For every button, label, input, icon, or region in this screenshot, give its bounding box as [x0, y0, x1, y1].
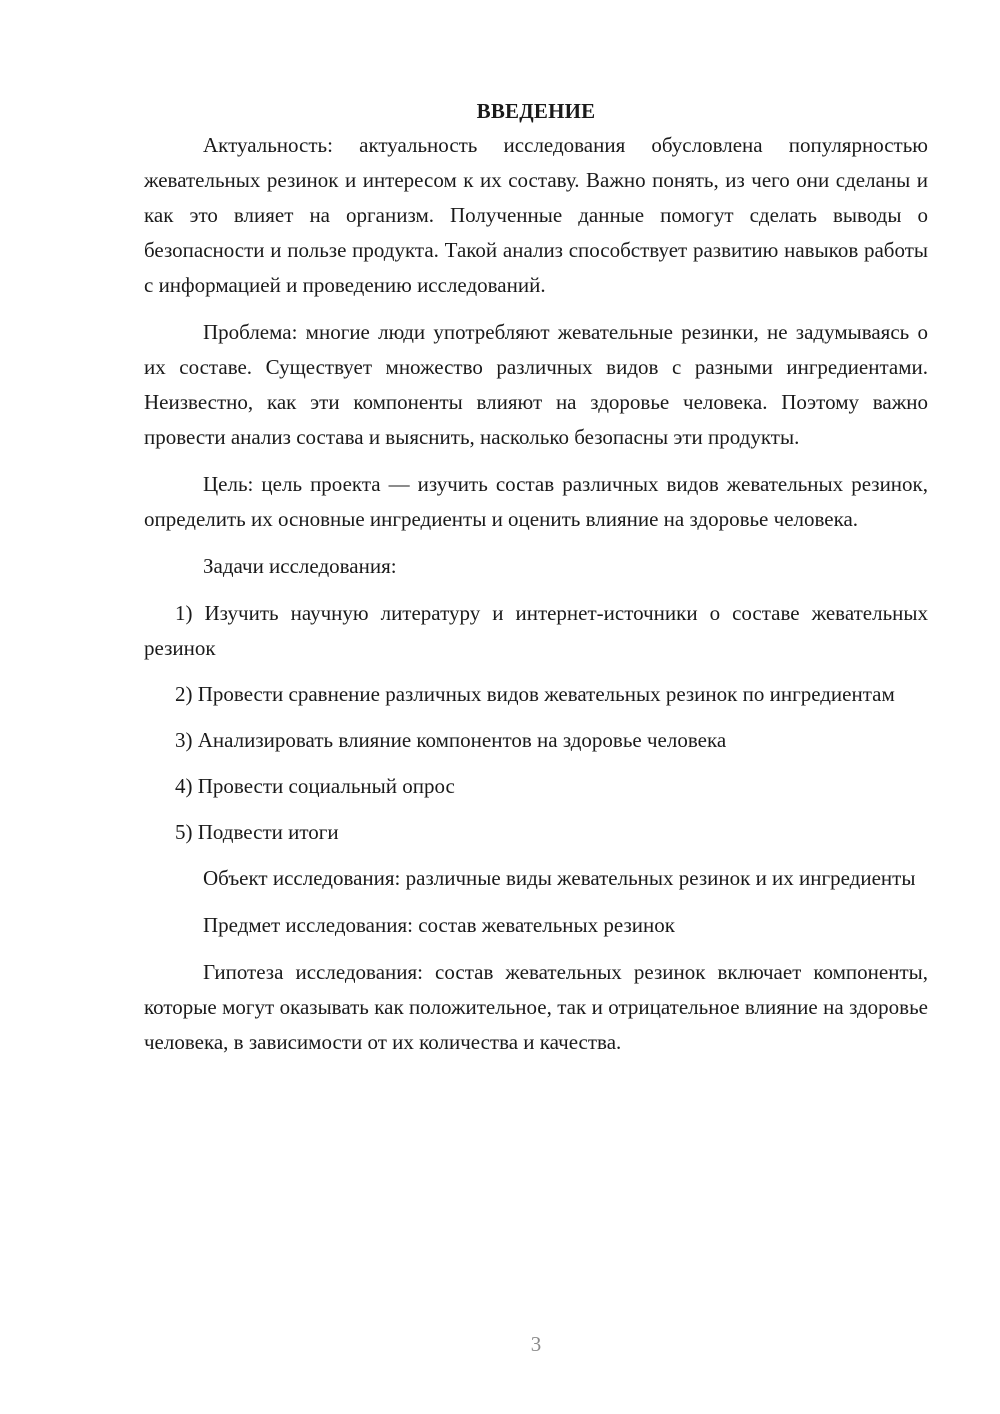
paragraph-problem: Проблема: многие люди употребляют жевательные резинки, не задумываясь о их составе. Существует множество различных видов с разными ингредиентами. Неизвестно, как эти компоненты влияют на здоровье человека. Поэтому важно провести анализ состава и выяснить, насколько безопасны эти продукты.	[144, 320, 928, 449]
section-heading: ВВЕДЕНИЕ	[476, 99, 596, 123]
list-item: 5) Подвести итоги	[175, 820, 339, 844]
list-item: 4) Провести социальный опрос	[175, 774, 455, 798]
paragraph-tasks-title: Задачи исследования:	[203, 554, 397, 578]
paragraph-object: Объект исследования: различные виды жевательных резинок и их ингредиенты	[203, 866, 916, 890]
list-item: 3) Анализировать влияние компонентов на здоровье человека	[175, 728, 727, 752]
paragraph-relevance: Актуальность: актуальность исследования обусловлена популярностью жевательных резинок и интересом к их составу. Важно понять, из чего они сделаны и как это влияет на организм. Полученные данные помогут сделать выводы о безопасности и пользе продукта. Такой анализ способствует развитию навыков работы с информацией и проведению исследований.	[144, 133, 928, 297]
tasks-list	[144, 596, 928, 850]
page-number: 3	[530, 1332, 542, 1356]
paragraph-hypothesis: Гипотеза исследования: состав жевательных резинок включает компоненты, которые могут оказывать как положительное, так и отрицательное влияние на здоровье человека, в зависимости от их количества и качества.	[144, 960, 928, 1054]
document-page	[144, 94, 928, 1072]
paragraph-subject: Предмет исследования: состав жевательных резинок	[203, 913, 675, 937]
list-item: 1) Изучить научную литературу и интернет-источники о составе жевательных резинок	[144, 601, 928, 660]
paragraph-goal: Цель: цель проекта — изучить состав различных видов жевательных резинок, определить их основные ингредиенты и оценить влияние на здоровье человека.	[144, 472, 928, 531]
list-item: 2) Провести сравнение различных видов жевательных резинок по ингредиентам	[175, 682, 895, 706]
